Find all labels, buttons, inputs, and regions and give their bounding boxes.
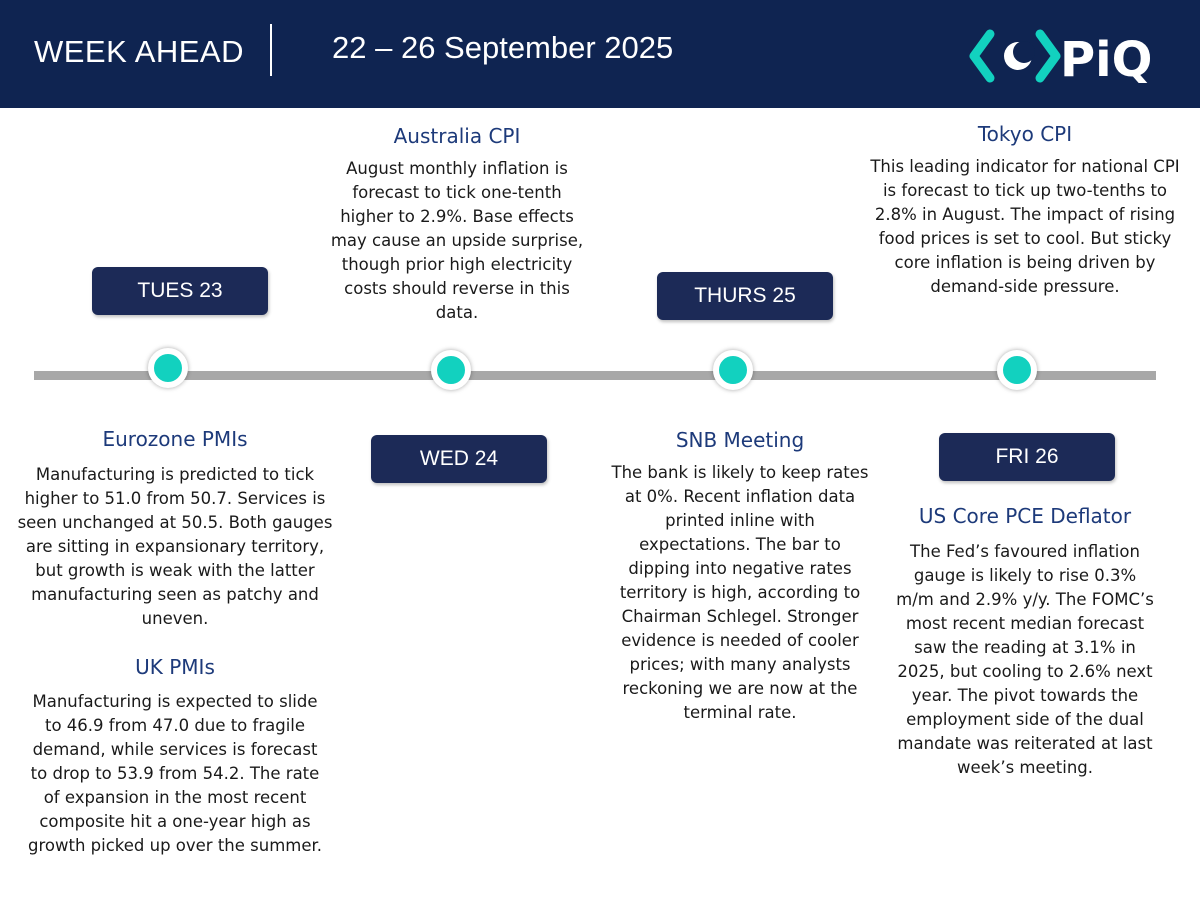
timeline-node-fri [997, 350, 1037, 390]
header-bar [0, 0, 1200, 108]
snb-meeting-heading: SNB Meeting [675, 428, 805, 452]
eurozone-pmis-heading: Eurozone PMIs [102, 427, 248, 451]
day-label-wed: WED 24 [371, 435, 547, 483]
logo-left-chevron-icon [974, 34, 990, 78]
timeline-node-wed [431, 350, 471, 390]
date-range: 22 – 26 September 2025 [332, 30, 674, 65]
us-core-pce-heading: US Core PCE Deflator [918, 504, 1132, 528]
logo-text: PiQ [1060, 32, 1153, 86]
australia-cpi-text: August monthly inflation is forecast to tick one-tenth higher to 2.9%. Base effects may cause an upside surprise, though prior high electricity costs should reverse in this data. [330, 159, 584, 322]
us-core-pce-text: The Fed’s favoured inflation gauge is likely to rise 0.3% m/m and 2.9% y/y. The FOMC’s most recent median forecast saw the reading at 3.1% in 2025, but cooling to 2.6% next year. The pivot towards the employment side of the dual mandate was reiterated at last week’s meeting. [896, 542, 1154, 777]
tokyo-cpi-text: This leading indicator for national CPI is forecast to tick up two-tenths to 2.8% in August. The impact of rising food prices is set to cool. But sticky core inflation is being driven by demand-side pressure. [870, 157, 1180, 296]
australia-cpi-heading: Australia CPI [393, 124, 521, 148]
tokyo-cpi-heading: Tokyo CPI [977, 122, 1073, 146]
day-label-thu: THURS 25 [657, 272, 833, 320]
timeline-line [34, 371, 1156, 380]
uk-pmis-text: Manufacturing is expected to slide to 46.9 from 47.0 due to fragile demand, while services is forecast to drop to 53.9 from 54.2. The rate of expansion in the most recent composite hit a one-year high as growth picked up over the summer. [27, 692, 323, 855]
piq-logo [968, 26, 1168, 86]
header-divider [270, 24, 272, 76]
logo-right-chevron-icon [1040, 34, 1056, 78]
eurozone-pmis-text: Manufacturing is predicted to tick higher to 51.0 from 50.7. Services is seen unchanged at 50.5. Both gauges are sitting in expansionary territory, but growth is weak with the latter manufacturing seen as patchy and uneven. [17, 465, 333, 628]
uk-pmis-heading: UK PMIs [135, 655, 215, 679]
timeline-node-thu [713, 350, 753, 390]
page-title: WEEK AHEAD [34, 34, 244, 69]
timeline-node-tue [148, 348, 188, 388]
day-label-fri: FRI 26 [939, 433, 1115, 481]
snb-meeting-text: The bank is likely to keep rates at 0%. Recent inflation data printed inline with expectations. The bar to dipping into negative rates territory is high, according to Chairman Schlegel. Stronger evidence is needed of cooler prices; with many analysts reckoning we are now at the terminal rate. [611, 463, 869, 722]
day-label-tue: TUES 23 [92, 267, 268, 315]
